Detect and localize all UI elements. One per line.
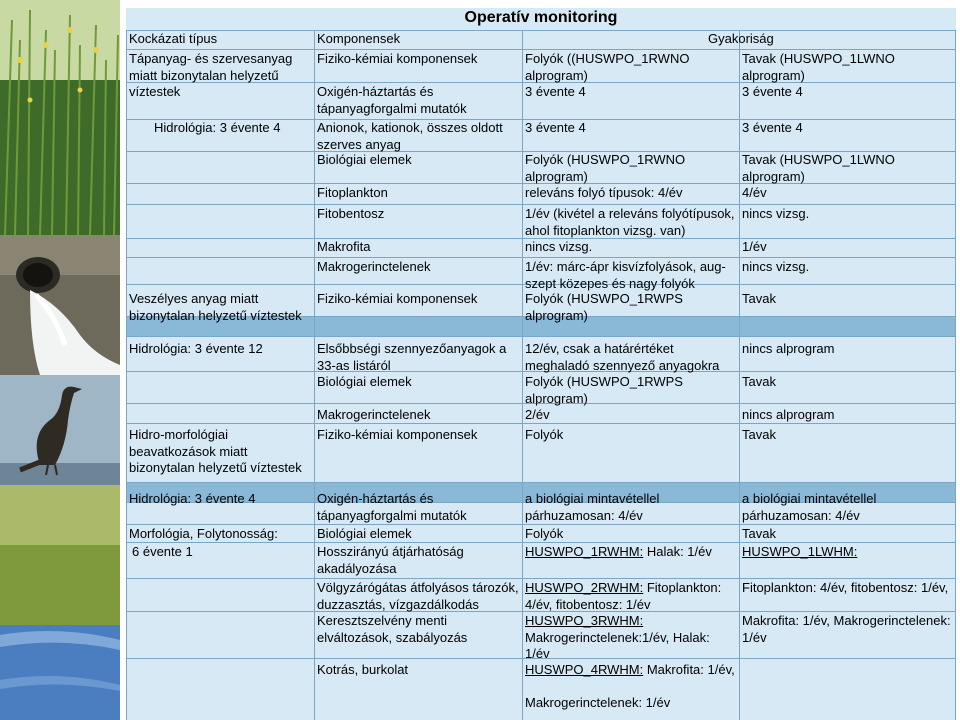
cormorant-photo	[0, 375, 120, 485]
cell-lakes: a biológiai mintavétellel párhuzamosan: 4/év	[742, 491, 877, 523]
header-frequency: Gyakoriság	[708, 31, 774, 46]
cell-component: Oxigén-háztartás és tápanyagforgalmi mutatók	[317, 84, 467, 116]
cell-rivers	[525, 580, 721, 613]
cell-component: Anionok, kationok, összes oldott szerves anyag	[317, 120, 503, 152]
cell-component: Biológiai elemek	[317, 152, 412, 167]
cell-component: Fitoplankton	[317, 185, 388, 200]
wetland-photo	[0, 485, 120, 720]
cell-rivers: 1/év (kivétel a releváns folyótípusok, ahol fitoplankton vizsg. van)	[525, 206, 735, 238]
cell-rivers	[525, 662, 735, 712]
cell-lakes: Tavak	[742, 291, 776, 306]
morphology-frequency: 6 évente 1	[132, 544, 193, 559]
monitoring-table	[126, 30, 956, 720]
cell-rivers: nincs vizsg.	[525, 239, 593, 254]
cell-component: Biológiai elemek	[317, 374, 412, 389]
cell-rivers: 2/év	[525, 407, 550, 422]
cell-rivers	[525, 613, 710, 663]
cell-component: Oxigén-háztartás és tápanyagforgalmi mutatók	[317, 491, 467, 523]
title-bar	[126, 8, 956, 32]
cell-lakes: nincs vizsg.	[742, 259, 810, 274]
cell-component: Makrogerinctelenek	[317, 407, 431, 422]
cell-rivers: 1/év: márc-ápr kisvízfolyások, aug- szept közepes és nagy folyók	[525, 259, 726, 291]
cell-rivers: 12/év, csak a határértéket meghaladó szennyező anyagokra	[525, 341, 720, 373]
cell-rivers: Folyók	[525, 427, 564, 442]
program-code-1lwhm[interactable]: HUSWPO_1LWHM:	[742, 544, 858, 559]
cell-rivers: Folyók	[525, 526, 564, 541]
cell-lakes: Tavak	[742, 526, 776, 541]
reed-marsh-photo	[0, 0, 120, 235]
cell-lakes: nincs vizsg.	[742, 206, 810, 221]
header-components: Komponensek	[317, 31, 401, 46]
cell-lakes: Tavak (HUSWPO_1LWNO alprogram)	[742, 152, 895, 184]
cell-lakes: Fitoplankton: 4/év, fitobentosz: 1/év,	[742, 580, 949, 595]
cell-lakes: Tavak (HUSWPO_1LWNO alprogram)	[742, 51, 895, 83]
cell-lakes: 1/év	[742, 239, 767, 254]
header-risk-type: Kockázati típus	[129, 31, 218, 46]
cell-lakes: Tavak	[742, 374, 776, 389]
hydrology-frequency: Hidrológia: 3 évente 4	[154, 120, 281, 135]
cell-text: Makrogerinctelenek:1/év, Halak: 1/év	[525, 629, 710, 661]
cell-component: Fiziko-kémiai komponensek	[317, 51, 478, 66]
cell-component: Biológiai elemek	[317, 526, 412, 541]
cell-lakes: nincs alprogram	[742, 407, 835, 422]
cell-rivers: Folyók (HUSWPO_1RWPS alprogram)	[525, 374, 683, 406]
morphology-label: Morfológia, Folytonosság:	[129, 526, 278, 541]
cell-rivers: 3 évente 4	[525, 120, 586, 135]
cell-rivers: releváns folyó típusok: 4/év	[525, 185, 683, 200]
cell-rivers: 3 évente 4	[525, 84, 586, 99]
program-code-1rwhm[interactable]: HUSWPO_1RWHM:	[525, 544, 644, 559]
cell-lakes: nincs alprogram	[742, 341, 835, 356]
cell-lakes: Tavak	[742, 427, 776, 442]
cell-component: Fiziko-kémiai komponensek	[317, 427, 478, 442]
cell-rivers: Folyók (HUSWPO_1RWPS alprogram)	[525, 291, 683, 323]
cell-lakes: Makrofita: 1/év, Makrogerinctelenek: 1/év	[742, 613, 951, 645]
cell-rivers: Folyók ((HUSWPO_1RWNO alprogram)	[525, 51, 690, 83]
cell-component: Elsőbbségi szennyezőanyagok a 33-as listáról	[317, 341, 507, 373]
cell-rivers: Folyók (HUSWPO_1RWNO alprogram)	[525, 152, 686, 184]
cell-component: Fiziko-kémiai komponensek	[317, 291, 478, 306]
cell-component: Hosszirányú átjárhatóság akadályozása	[317, 544, 464, 576]
cell-lakes: 3 évente 4	[742, 84, 803, 99]
hydrology-frequency: Hidrológia: 3 évente 12	[129, 341, 263, 356]
program-code-2rwhm[interactable]: HUSWPO_2RWHM:	[525, 580, 644, 595]
page-title: Operatív monitoring	[464, 9, 618, 26]
cell-component: Kotrás, burkolat	[317, 662, 409, 677]
risk-hazardous: Veszélyes anyag miatt bizonytalan helyzetű víztestek	[129, 291, 302, 323]
photo-strip	[0, 0, 120, 720]
slide	[120, 0, 960, 720]
cell-component: Völgyzárógátas átfolyásos tározók, duzzasztás, vízgazdálkodás	[317, 580, 519, 612]
outflow-pipe-photo	[0, 235, 120, 375]
cell-text: Makrofita: 1/év, Makrogerinctelenek: 1/év	[525, 662, 735, 710]
cell-text: Halak: 1/év	[643, 544, 712, 559]
cell-lakes: 3 évente 4	[742, 120, 803, 135]
cell-lakes: 4/év	[742, 185, 767, 200]
cell-component: Fitobentosz	[317, 206, 385, 221]
hydrology-frequency: Hidrológia: 3 évente 4	[129, 491, 256, 506]
risk-nutrients: Tápanyag- és szervesanyag miatt bizonytalan helyzetű víztestek	[129, 51, 293, 99]
program-code-3rwhm[interactable]: HUSWPO_3RWHM:	[525, 613, 644, 628]
cell-lakes	[742, 544, 857, 561]
cell-component: Makrofita	[317, 239, 371, 254]
cell-text: Fitoplankton: 4/év, fitobentosz: 1/év	[525, 580, 722, 612]
cell-rivers: a biológiai mintavétellel párhuzamosan: 4/év	[525, 491, 660, 523]
cell-rivers	[525, 544, 712, 561]
cell-component: Keresztszelvény menti elváltozások, szabályozás	[317, 613, 468, 645]
cell-component: Makrogerinctelenek	[317, 259, 431, 274]
program-code-4rwhm[interactable]: HUSWPO_4RWHM:	[525, 662, 644, 677]
risk-hydromorphology: Hidro-morfológiai beavatkozások miatt bizonytalan helyzetű víztestek	[129, 427, 302, 475]
